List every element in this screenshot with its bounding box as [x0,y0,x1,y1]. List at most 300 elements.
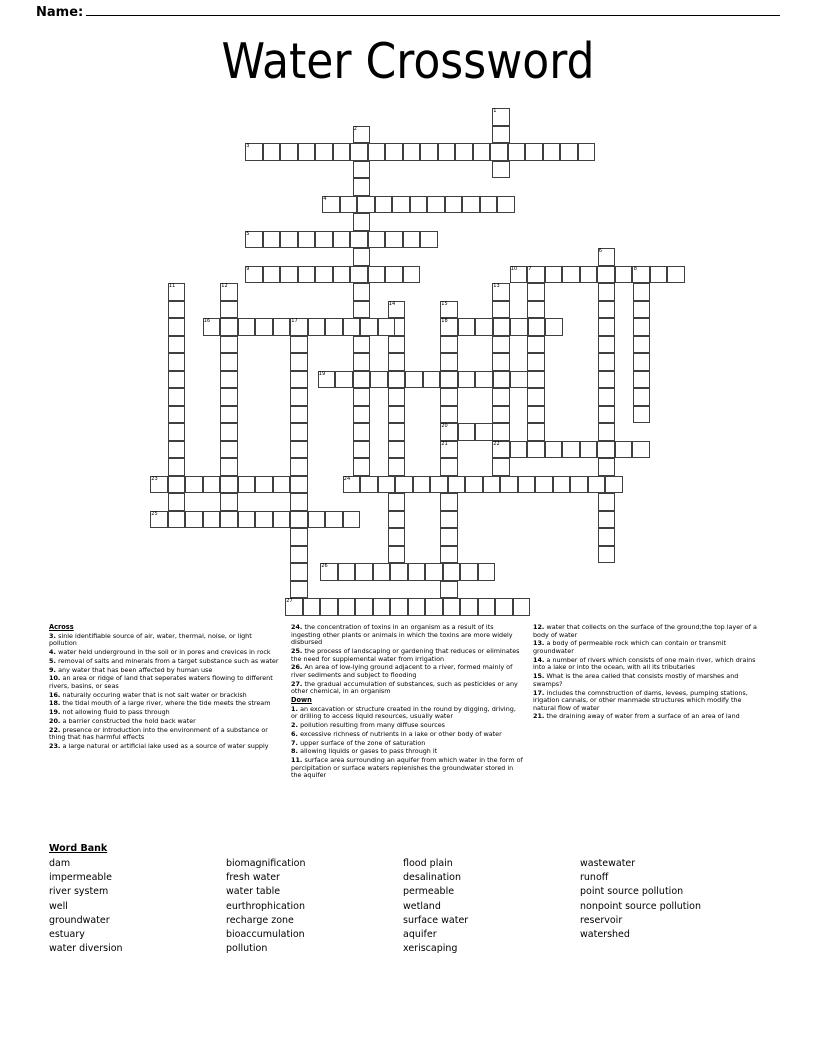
crossword-cell[interactable] [298,231,316,249]
crossword-cell[interactable] [273,318,291,336]
crossword-cell[interactable] [518,476,536,494]
crossword-cell[interactable] [420,231,438,249]
crossword-cell[interactable] [598,301,616,319]
crossword-cell[interactable] [255,318,273,336]
crossword-cell[interactable] [403,231,421,249]
crossword-cell[interactable] [553,476,571,494]
crossword-cell[interactable] [368,231,386,249]
crossword-cell[interactable] [320,598,338,616]
crossword-cell[interactable] [545,318,563,336]
crossword-cell[interactable] [633,371,651,389]
crossword-cell[interactable] [280,231,298,249]
crossword-cell[interactable] [333,266,351,284]
crossword-cell[interactable] [388,546,406,564]
crossword-cell[interactable] [280,143,298,161]
crossword-cell[interactable] [353,406,371,424]
clue-item: 8. allowing liquids or gases to pass through it [291,747,438,756]
crossword-cell[interactable] [220,336,238,354]
crossword-cell[interactable] [353,388,371,406]
crossword-cell[interactable] [350,231,368,249]
crossword-cell[interactable] [510,441,528,459]
crossword-cell[interactable] [245,143,263,161]
crossword-cell[interactable] [353,441,371,459]
crossword-cell[interactable] [388,458,406,476]
crossword-cell[interactable] [440,388,458,406]
crossword-cell[interactable] [238,476,256,494]
crossword-cell[interactable] [440,458,458,476]
crossword-cell[interactable] [353,161,371,179]
crossword-cell[interactable] [598,406,616,424]
crossword-cell[interactable] [543,143,561,161]
crossword-cell[interactable] [290,441,308,459]
clue-item: 11. surface area surrounding an aquifer from which water in the form of percipitation or surface waters replenishes the groundwater stored in the aquifer [291,756,523,780]
crossword-cell[interactable] [203,476,221,494]
crossword-cell[interactable] [238,511,256,529]
crossword-cell[interactable] [633,336,651,354]
crossword-cell[interactable] [440,546,458,564]
crossword-cell[interactable] [392,196,410,214]
crossword-cell[interactable] [185,511,203,529]
crossword-cell[interactable] [290,371,308,389]
crossword-cell[interactable] [355,563,373,581]
word-bank-word: recharge zone [226,914,294,926]
crossword-cell[interactable] [168,353,186,371]
crossword-cell[interactable] [427,196,445,214]
crossword-cell[interactable] [168,388,186,406]
crossword-cell[interactable] [500,476,518,494]
crossword-cell[interactable] [445,196,463,214]
crossword-cell[interactable] [263,143,281,161]
crossword-cell[interactable] [290,581,308,599]
crossword-cell[interactable] [527,336,545,354]
crossword-cell[interactable] [373,563,391,581]
crossword-cell[interactable] [597,266,615,284]
crossword-cell[interactable] [168,283,186,301]
crossword-cell[interactable] [492,108,510,126]
crossword-cell[interactable] [353,213,371,231]
crossword-cell[interactable] [290,546,308,564]
word-bank-column [580,857,757,956]
crossword-cell[interactable] [353,301,371,319]
crossword-cell[interactable] [303,598,321,616]
crossword-cell[interactable] [535,476,553,494]
crossword-cell[interactable] [598,546,616,564]
crossword-cell[interactable] [420,143,438,161]
crossword-cell[interactable] [375,196,393,214]
crossword-cell[interactable] [220,458,238,476]
crossword-cell[interactable] [220,493,238,511]
crossword-cell[interactable] [388,406,406,424]
crossword-cell[interactable] [430,476,448,494]
crossword-cell[interactable] [545,441,563,459]
crossword-cell[interactable] [633,353,651,371]
crossword-cell[interactable] [413,476,431,494]
crossword-cell[interactable] [455,143,473,161]
crossword-cell[interactable] [395,476,413,494]
crossword-cell[interactable] [263,266,281,284]
crossword-cell[interactable] [273,476,291,494]
crossword-cell[interactable] [562,266,580,284]
crossword-cell[interactable] [510,266,528,284]
crossword-cell[interactable] [290,406,308,424]
crossword-cell[interactable] [308,511,326,529]
crossword-cell[interactable] [343,476,361,494]
crossword-cell[interactable] [480,196,498,214]
crossword-cell[interactable] [667,266,685,284]
crossword-cell[interactable] [492,283,510,301]
crossword-cell[interactable] [458,423,476,441]
crossword-cell[interactable] [325,511,343,529]
crossword-cell[interactable] [388,371,406,389]
crossword-cell[interactable] [597,441,615,459]
crossword-cell[interactable] [168,423,186,441]
crossword-cell[interactable] [580,441,598,459]
crossword-cell[interactable] [388,353,406,371]
crossword-cell[interactable] [285,598,303,616]
crossword-cell[interactable] [560,143,578,161]
crossword-cell[interactable] [220,371,238,389]
crossword-cell[interactable] [315,266,333,284]
crossword-cell[interactable] [527,301,545,319]
crossword-cell[interactable] [357,196,375,214]
crossword-cell[interactable] [633,388,651,406]
crossword-cell[interactable] [220,476,238,494]
crossword-cell[interactable] [373,598,391,616]
crossword-cell[interactable] [443,563,461,581]
crossword-cell[interactable] [290,458,308,476]
crossword-cell[interactable] [360,476,378,494]
crossword-cell[interactable] [308,318,326,336]
crossword-cell[interactable] [388,301,406,319]
crossword-cell[interactable] [255,511,273,529]
crossword-cell[interactable] [527,423,545,441]
crossword-cell[interactable] [492,126,510,144]
crossword-cell[interactable] [388,511,406,529]
crossword-cell[interactable] [650,266,668,284]
word-bank [49,843,779,956]
crossword-cell[interactable] [368,266,386,284]
crossword-cell[interactable] [440,353,458,371]
crossword-cell[interactable] [462,196,480,214]
crossword-cell[interactable] [598,336,616,354]
crossword-cell[interactable] [425,598,443,616]
crossword-cell[interactable] [527,406,545,424]
crossword-cell[interactable] [615,441,633,459]
crossword-cell[interactable] [203,511,221,529]
crossword-cell[interactable] [168,406,186,424]
crossword-cell[interactable] [220,388,238,406]
crossword-cell[interactable] [632,441,650,459]
crossword-cell[interactable] [298,266,316,284]
crossword-cell[interactable] [273,511,291,529]
crossword-cell[interactable] [378,318,396,336]
crossword-cell[interactable] [528,318,546,336]
crossword-cell[interactable] [353,423,371,441]
crossword-cell[interactable] [570,476,588,494]
crossword-cell[interactable] [493,371,511,389]
crossword-cell[interactable] [527,266,545,284]
crossword-cell[interactable] [598,528,616,546]
crossword-cell[interactable] [150,476,168,494]
word-bank-word: nonpoint source pollution [580,900,702,912]
crossword-cell[interactable] [440,528,458,546]
crossword-cell[interactable] [353,283,371,301]
crossword-cell[interactable] [632,266,650,284]
crossword-cell[interactable] [290,388,308,406]
crossword-cell[interactable] [368,143,386,161]
crossword-cell[interactable] [598,423,616,441]
crossword-cell[interactable] [475,423,493,441]
crossword-cell[interactable] [385,143,403,161]
crossword-cell[interactable] [318,371,336,389]
crossword-cell[interactable] [353,178,371,196]
crossword-cell[interactable] [492,458,510,476]
crossword-cell[interactable] [425,563,443,581]
crossword-cell[interactable] [527,283,545,301]
clue-item: 13. a body of permeable rock which can contain or transmit groundwater [533,639,726,655]
crossword-cell[interactable] [220,511,238,529]
crossword-cell[interactable] [408,598,426,616]
crossword-cell[interactable] [220,406,238,424]
crossword-cell[interactable] [438,143,456,161]
crossword-cell[interactable] [475,318,493,336]
crossword-cell[interactable] [355,598,373,616]
crossword-cell[interactable] [333,143,351,161]
crossword-cell[interactable] [440,441,458,459]
crossword-cell[interactable] [245,231,263,249]
crossword-cell[interactable] [280,266,298,284]
crossword-cell[interactable] [473,143,491,161]
crossword-cell[interactable] [168,301,186,319]
crossword-cell[interactable] [385,266,403,284]
clue-number: 23 [151,475,158,482]
crossword-cell[interactable] [220,423,238,441]
crossword-cell[interactable] [440,301,458,319]
crossword-cell[interactable] [492,423,510,441]
crossword-cell[interactable] [168,458,186,476]
crossword-cell[interactable] [370,371,388,389]
crossword-cell[interactable] [290,511,308,529]
clue-number: 25 [151,510,158,517]
crossword-cell[interactable] [353,336,371,354]
crossword-cell[interactable] [510,318,528,336]
crossword-cell[interactable] [410,196,428,214]
crossword-cell[interactable] [492,353,510,371]
crossword-cell[interactable] [588,476,606,494]
crossword-cell[interactable] [633,283,651,301]
crossword-cell[interactable] [388,493,406,511]
crossword-cell[interactable] [385,231,403,249]
crossword-cell[interactable] [322,196,340,214]
crossword-cell[interactable] [440,511,458,529]
crossword-cell[interactable] [633,301,651,319]
crossword-cell[interactable] [527,388,545,406]
crossword-cell[interactable] [545,266,563,284]
crossword-cell[interactable] [255,476,273,494]
crossword-cell[interactable] [525,143,543,161]
crossword-cell[interactable] [492,301,510,319]
crossword-cell[interactable] [598,248,616,266]
crossword-cell[interactable] [458,318,476,336]
crossword-cell[interactable] [562,441,580,459]
word-bank-word: fresh water [226,872,280,884]
crossword-cell[interactable] [290,353,308,371]
word-bank-word: eurthrophication [226,900,305,912]
crossword-cell[interactable] [448,476,466,494]
crossword-cell[interactable] [460,598,478,616]
crossword-cell[interactable] [440,406,458,424]
crossword-cell[interactable] [598,283,616,301]
crossword-cell[interactable] [492,388,510,406]
crossword-cell[interactable] [633,318,651,336]
crossword-cell[interactable] [353,371,371,389]
crossword-cell[interactable] [338,563,356,581]
crossword-cell[interactable] [508,143,526,161]
crossword-cell[interactable] [353,248,371,266]
crossword-cell[interactable] [298,143,316,161]
crossword-cell[interactable] [350,266,368,284]
crossword-cell[interactable] [353,353,371,371]
crossword-cell[interactable] [443,598,461,616]
crossword-cell[interactable] [495,598,513,616]
crossword-cell[interactable] [335,371,353,389]
crossword-cell[interactable] [150,511,168,529]
crossword-cell[interactable] [492,161,510,179]
crossword-cell[interactable] [168,371,186,389]
crossword-cell[interactable] [598,388,616,406]
crossword-cell[interactable] [168,441,186,459]
crossword-cell[interactable] [440,371,458,389]
crossword-cell[interactable] [483,476,501,494]
crossword-cell[interactable] [598,493,616,511]
crossword-cell[interactable] [440,336,458,354]
crossword-cell[interactable] [423,371,441,389]
crossword-cell[interactable] [220,353,238,371]
crossword-cell[interactable] [490,143,508,161]
crossword-cell[interactable] [245,266,263,284]
crossword-cell[interactable] [315,231,333,249]
clue-item: 3. sinle identifiable source of air, water, thermal, noise, or light pollution [49,631,252,648]
crossword-cell[interactable] [403,266,421,284]
clue-section [0,624,816,824]
crossword-cell[interactable] [598,458,616,476]
crossword-cell[interactable] [475,371,493,389]
crossword-cell[interactable] [633,406,651,424]
crossword-cell[interactable] [290,476,308,494]
crossword-cell[interactable] [492,441,510,459]
crossword-cell[interactable] [350,143,368,161]
crossword-cell[interactable] [527,371,545,389]
clue-number: 5 [246,230,250,237]
crossword-cell[interactable] [513,598,531,616]
crossword-cell[interactable] [203,318,221,336]
crossword-cell[interactable] [388,388,406,406]
crossword-cell[interactable] [343,511,361,529]
crossword-cell[interactable] [440,493,458,511]
crossword-cell[interactable] [492,336,510,354]
crossword-cell[interactable] [290,423,308,441]
crossword-cell[interactable] [388,528,406,546]
crossword-cell[interactable] [527,441,545,459]
crossword-cell[interactable] [605,476,623,494]
word-bank-word: point source pollution [580,886,684,898]
crossword-cell[interactable] [615,266,633,284]
crossword-cell[interactable] [460,563,478,581]
crossword-cell[interactable] [290,493,308,511]
crossword-cell[interactable] [465,476,483,494]
crossword-cell[interactable] [290,336,308,354]
crossword-cell[interactable] [493,318,511,336]
clue-item: 2. pollution resulting from many diffuse sources [291,721,445,730]
crossword-cell[interactable] [478,563,496,581]
crossword-cell[interactable] [598,511,616,529]
clue-column-2 [291,624,523,781]
crossword-cell[interactable] [168,318,186,336]
crossword-cell[interactable] [388,441,406,459]
crossword-cell[interactable] [185,476,203,494]
crossword-cell[interactable] [458,371,476,389]
crossword-cell[interactable] [598,353,616,371]
crossword-cell[interactable] [320,563,338,581]
crossword-cell[interactable] [168,336,186,354]
crossword-cell[interactable] [333,231,351,249]
crossword-cell[interactable] [440,318,458,336]
crossword-cell[interactable] [492,406,510,424]
crossword-cell[interactable] [598,371,616,389]
crossword-cell[interactable] [497,196,515,214]
crossword-cell[interactable] [478,598,496,616]
crossword-cell[interactable] [390,598,408,616]
crossword-cell[interactable] [325,318,343,336]
crossword-cell[interactable] [378,476,396,494]
crossword-cell[interactable] [290,318,308,336]
crossword-cell[interactable] [343,318,361,336]
crossword-cell[interactable] [168,493,186,511]
crossword-cell[interactable] [290,563,308,581]
crossword-cell[interactable] [440,423,458,441]
crossword-cell[interactable] [360,318,378,336]
crossword-cell[interactable] [220,441,238,459]
crossword-cell[interactable] [353,458,371,476]
clue-number: 7 [528,265,532,272]
crossword-cell[interactable] [168,476,186,494]
crossword-cell[interactable] [353,126,371,144]
crossword-cell[interactable] [220,283,238,301]
crossword-cell[interactable] [220,318,238,336]
crossword-cell[interactable] [580,266,598,284]
crossword-cell[interactable] [598,318,616,336]
crossword-cell[interactable] [220,301,238,319]
crossword-cell[interactable] [315,143,333,161]
crossword-cell[interactable] [388,423,406,441]
crossword-cell[interactable] [390,563,408,581]
crossword-cell[interactable] [168,511,186,529]
crossword-cell[interactable] [440,581,458,599]
crossword-cell[interactable] [578,143,596,161]
crossword-cell[interactable] [510,371,528,389]
crossword-cell[interactable] [263,231,281,249]
crossword-cell[interactable] [290,528,308,546]
crossword-cell[interactable] [340,196,358,214]
word-bank-word: desalination [403,872,461,884]
crossword-cell[interactable] [405,371,423,389]
crossword-cell[interactable] [527,353,545,371]
crossword-cell[interactable] [238,318,256,336]
crossword-cell[interactable] [338,598,356,616]
crossword-cell[interactable] [403,143,421,161]
crossword-cell[interactable] [408,563,426,581]
crossword-cell[interactable] [388,336,406,354]
